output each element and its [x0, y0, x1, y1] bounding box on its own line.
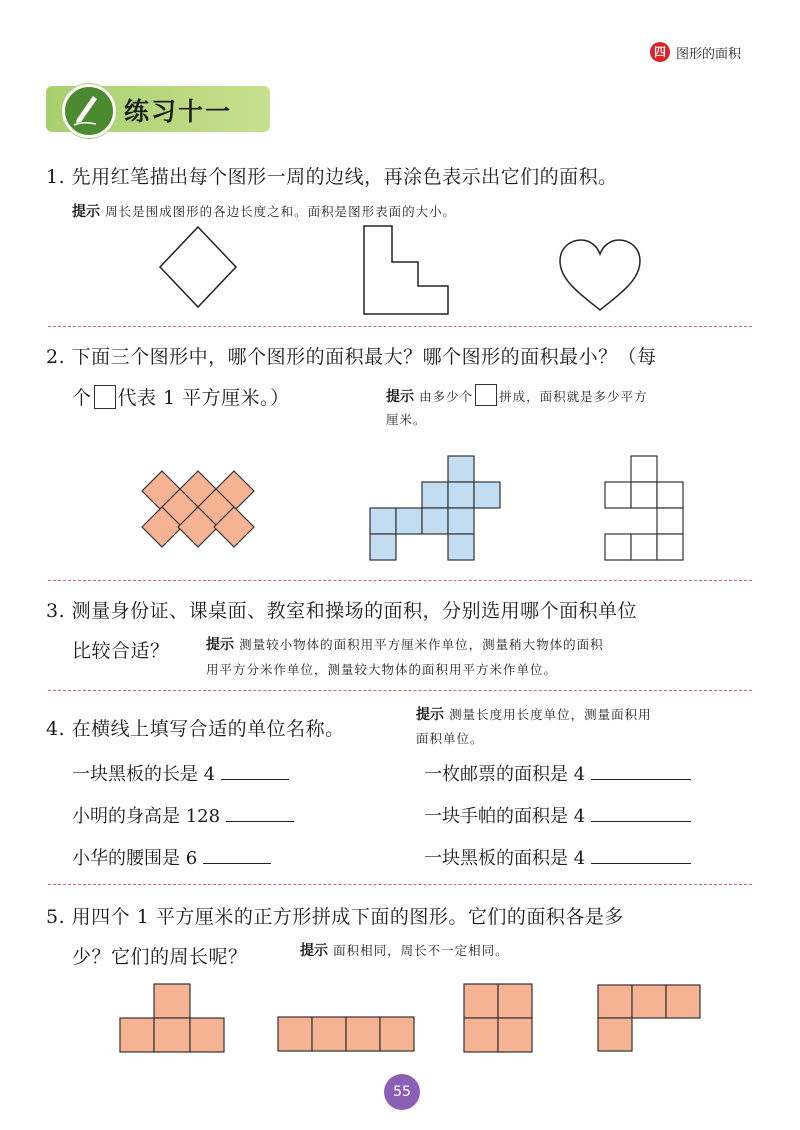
q5-figure-t-shape[interactable]	[120, 984, 224, 1052]
q4-left-item-2-text: 小明的身高是 128	[72, 806, 221, 827]
q2-line2-suffix: 代表 1 平方厘米。）	[117, 387, 290, 409]
q4-hint-line1: 测量长度用长度单位，测量面积用	[449, 707, 652, 722]
q3-line2: 比较合适？	[72, 640, 170, 662]
q5-figure-square[interactable]	[464, 984, 532, 1052]
q4-hint-line2: 面积单位。	[416, 731, 484, 746]
q5-figure-straight-line[interactable]	[278, 1017, 414, 1051]
q2-hint-suffix: 拼成，面积就是多少平方	[499, 389, 648, 404]
q5-figure-l-shape[interactable]	[598, 985, 700, 1051]
q3-hint-label: 提示	[206, 637, 234, 653]
q3-hint-line1: 测量较小物体的面积用平方厘米作单位，测量稍大物体的面积	[239, 637, 604, 652]
q1-hint-text: 周长是围成图形的各边长度之和。面积是图形表面的大小。	[105, 204, 457, 219]
page-number: 55	[384, 1074, 420, 1110]
q5-line1: 5. 用四个 1 平方厘米的正方形拼成下面的图形。它们的面积各是多	[46, 906, 624, 928]
q2-hint-line2: 厘米。	[386, 412, 427, 427]
q4-left-item-3-text: 小华的腰围是 6	[72, 848, 198, 869]
q4-text: 4. 在横线上填写合适的单位名称。	[46, 718, 345, 740]
exercise-title: 练习十一	[124, 97, 233, 126]
q3-hint-line2: 用平方分米作单位，测量较大物体的面积用平方米作单位。	[206, 662, 558, 677]
q4-right-item-3-text: 一块黑板的面积是 4	[424, 848, 586, 869]
q2-line2-prefix: 个	[72, 387, 92, 409]
q2-hint-label: 提示	[386, 389, 414, 405]
q1-text: 1. 先用红笔描出每个图形一周的边线，再涂色表示出它们的面积。	[46, 166, 618, 188]
q5-hint-text: 面积相同，周长不一定相同。	[333, 943, 509, 958]
chapter-number-badge: 四	[650, 42, 670, 62]
q3-line1: 3. 测量身份证、课桌面、教室和操场的面积，分别选用哪个面积单位	[46, 600, 638, 622]
q1-hint-label: 提示	[72, 204, 100, 220]
q2-line1: 2. 下面三个图形中，哪个图形的面积最大？哪个图形的面积最小？（每	[46, 346, 657, 368]
q4-left-item-1-text: 一块黑板的长是 4	[72, 764, 216, 785]
q5-line2: 少？它们的周长呢？	[72, 946, 248, 968]
q5-hint-label: 提示	[300, 943, 328, 959]
q4-right-item-1-text: 一枚邮票的面积是 4	[424, 764, 586, 785]
q4-right-item-2-text: 一块手帕的面积是 4	[424, 806, 586, 827]
q4-hint-label: 提示	[416, 707, 444, 723]
q2-hint-prefix: 由多少个	[419, 389, 474, 404]
chapter-title: 图形的面积	[676, 47, 742, 62]
